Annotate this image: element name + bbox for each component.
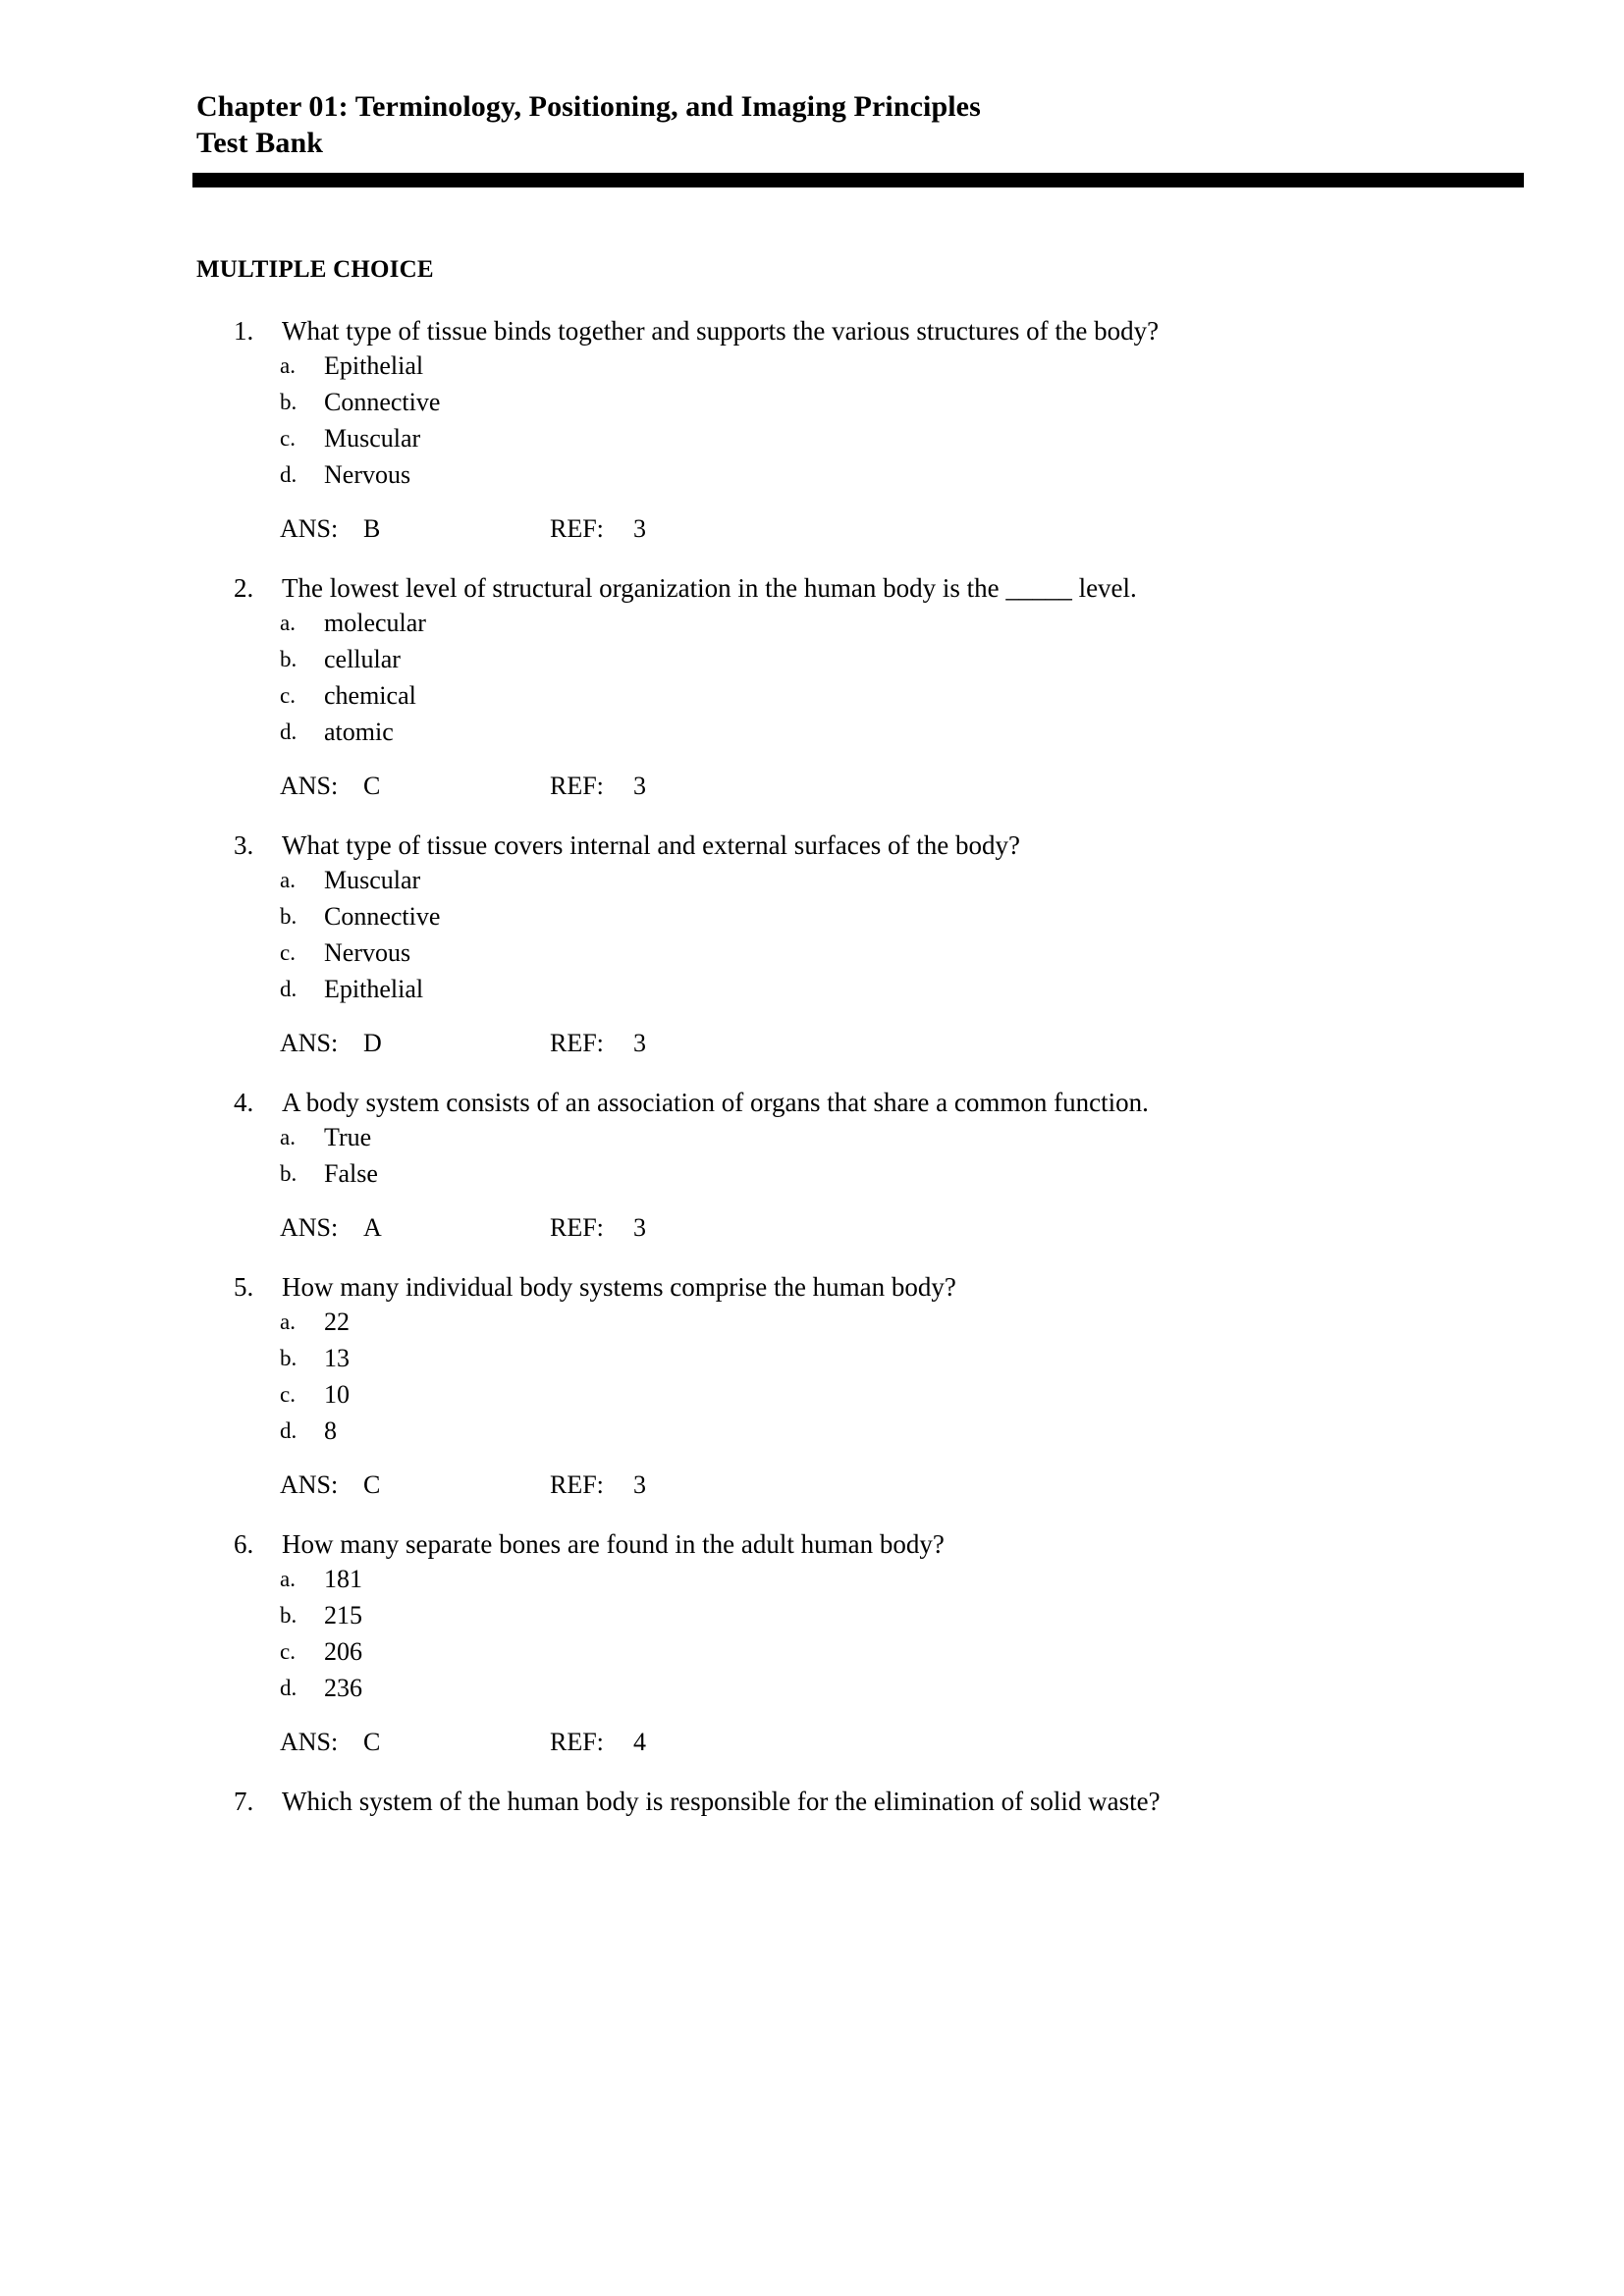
- option-text: 13: [324, 1344, 350, 1372]
- answer-key-row: [0, 1468, 1624, 1502]
- question-stem: [0, 1785, 1624, 1818]
- answer-value: C: [363, 772, 381, 800]
- answer-label: ANS:: [280, 1470, 339, 1499]
- question-text: How many individual body systems comprise the human body?: [282, 1272, 956, 1302]
- answer-option[interactable]: [0, 1378, 1624, 1415]
- option-letter: a.: [280, 868, 296, 892]
- reference-value: 3: [633, 1470, 646, 1499]
- option-text: 22: [324, 1308, 350, 1336]
- answer-option[interactable]: [0, 1599, 1624, 1635]
- reference-label: REF:: [550, 1029, 604, 1057]
- question-number: 2.: [234, 573, 254, 603]
- answer-option[interactable]: [0, 1415, 1624, 1451]
- option-letter: c.: [280, 426, 296, 451]
- reference-label: REF:: [550, 1470, 604, 1499]
- option-text: 206: [324, 1637, 362, 1666]
- question-number: 6.: [234, 1529, 254, 1559]
- answer-key-row: [0, 1211, 1624, 1245]
- option-letter: d.: [280, 1676, 298, 1700]
- answer-option[interactable]: [0, 643, 1624, 679]
- option-text: atomic: [324, 718, 394, 746]
- option-letter: c.: [280, 1382, 296, 1407]
- question-block: [0, 1270, 1624, 1502]
- question-number: 1.: [234, 316, 254, 346]
- option-letter: c.: [280, 1639, 296, 1664]
- answer-label: ANS:: [280, 1029, 339, 1057]
- answer-label: ANS:: [280, 514, 339, 543]
- answer-key-row: [0, 770, 1624, 803]
- answer-option[interactable]: [0, 349, 1624, 386]
- reference-value: 3: [633, 1029, 646, 1057]
- question-stem: [0, 571, 1624, 605]
- option-letter: a.: [280, 353, 296, 378]
- answer-value: D: [363, 1029, 382, 1057]
- reference-value: 3: [633, 514, 646, 543]
- option-text: chemical: [324, 681, 416, 710]
- answer-option[interactable]: [0, 422, 1624, 458]
- option-letter: a.: [280, 1125, 296, 1149]
- question-text: What type of tissue covers internal and external surfaces of the body?: [282, 830, 1020, 860]
- option-text: False: [324, 1159, 378, 1188]
- answer-option[interactable]: [0, 679, 1624, 716]
- answer-option[interactable]: [0, 864, 1624, 900]
- option-text: 181: [324, 1565, 362, 1593]
- answer-value: B: [363, 514, 381, 543]
- header-rule-divider: [192, 173, 1524, 187]
- option-letter: d.: [280, 720, 298, 744]
- question-stem: [0, 1527, 1624, 1561]
- question-text: The lowest level of structural organization in the human body is the _____ level.: [282, 573, 1137, 603]
- reference-value: 3: [633, 1213, 646, 1242]
- question-block: [0, 314, 1624, 546]
- reference-value: 3: [633, 772, 646, 800]
- answer-option[interactable]: [0, 1157, 1624, 1194]
- answer-option-list: [0, 349, 1624, 495]
- reference-label: REF:: [550, 1728, 604, 1756]
- option-letter: d.: [280, 977, 298, 1001]
- reference-label: REF:: [550, 1213, 604, 1242]
- option-letter: a.: [280, 611, 296, 635]
- answer-value: C: [363, 1728, 381, 1756]
- question-stem: [0, 828, 1624, 862]
- option-text: 236: [324, 1674, 362, 1702]
- chapter-title: Chapter 01: Terminology, Positioning, and Imaging Principles: [196, 90, 981, 123]
- option-text: molecular: [324, 609, 426, 637]
- question-number: 5.: [234, 1272, 254, 1302]
- option-letter: b.: [280, 647, 298, 671]
- option-text: 215: [324, 1601, 362, 1629]
- option-text: True: [324, 1123, 372, 1151]
- option-text: Nervous: [324, 460, 411, 489]
- question-stem: [0, 1086, 1624, 1119]
- question-block: [0, 1785, 1624, 1818]
- answer-option[interactable]: [0, 900, 1624, 936]
- answer-option[interactable]: [0, 936, 1624, 973]
- answer-option[interactable]: [0, 1672, 1624, 1708]
- reference-label: REF:: [550, 772, 604, 800]
- reference-label: REF:: [550, 514, 604, 543]
- option-text: Epithelial: [324, 975, 424, 1003]
- answer-label: ANS:: [280, 1728, 339, 1756]
- answer-option[interactable]: [0, 1342, 1624, 1378]
- question-number: 7.: [234, 1787, 254, 1816]
- answer-option[interactable]: [0, 973, 1624, 1009]
- question-text: What type of tissue binds together and supports the various structures of the body?: [282, 316, 1160, 346]
- answer-option-list: [0, 1306, 1624, 1451]
- option-letter: b.: [280, 1161, 298, 1186]
- question-list: [0, 314, 1624, 1843]
- question-text: Which system of the human body is responsible for the elimination of solid waste?: [282, 1787, 1161, 1816]
- option-text: Muscular: [324, 424, 421, 453]
- option-text: cellular: [324, 645, 401, 673]
- answer-option[interactable]: [0, 607, 1624, 643]
- question-block: [0, 828, 1624, 1060]
- option-text: Muscular: [324, 866, 421, 894]
- answer-value: C: [363, 1470, 381, 1499]
- question-text: A body system consists of an association of organs that share a common function.: [282, 1088, 1149, 1117]
- option-text: 10: [324, 1380, 350, 1409]
- question-block: [0, 571, 1624, 803]
- answer-option[interactable]: [0, 1121, 1624, 1157]
- option-text: Connective: [324, 902, 441, 931]
- document-subtitle: Test Bank: [196, 127, 324, 159]
- answer-option-list: [0, 607, 1624, 752]
- option-letter: b.: [280, 390, 298, 414]
- question-stem: [0, 314, 1624, 347]
- option-letter: a.: [280, 1309, 296, 1334]
- option-text: Nervous: [324, 938, 411, 967]
- question-block: [0, 1527, 1624, 1759]
- option-letter: c.: [280, 940, 296, 965]
- reference-value: 4: [633, 1728, 646, 1756]
- answer-value: A: [363, 1213, 382, 1242]
- option-letter: a.: [280, 1567, 296, 1591]
- question-text: How many separate bones are found in the adult human body?: [282, 1529, 945, 1559]
- option-letter: b.: [280, 904, 298, 929]
- answer-option[interactable]: [0, 716, 1624, 752]
- question-stem: [0, 1270, 1624, 1304]
- option-text: Epithelial: [324, 351, 424, 380]
- question-number: 3.: [234, 830, 254, 860]
- option-letter: c.: [280, 683, 296, 708]
- option-letter: b.: [280, 1346, 298, 1370]
- section-heading-multiple-choice: MULTIPLE CHOICE: [196, 256, 434, 283]
- answer-key-row: [0, 1726, 1624, 1759]
- option-letter: b.: [280, 1603, 298, 1628]
- option-text: 8: [324, 1416, 337, 1445]
- answer-option[interactable]: [0, 1306, 1624, 1342]
- option-text: Connective: [324, 388, 441, 416]
- answer-option[interactable]: [0, 386, 1624, 422]
- answer-option[interactable]: [0, 1563, 1624, 1599]
- answer-option-list: [0, 1563, 1624, 1708]
- option-letter: d.: [280, 1418, 298, 1443]
- answer-option-list: [0, 864, 1624, 1009]
- answer-key-row: [0, 1027, 1624, 1060]
- question-block: [0, 1086, 1624, 1245]
- answer-option[interactable]: [0, 458, 1624, 495]
- answer-key-row: [0, 512, 1624, 546]
- answer-option[interactable]: [0, 1635, 1624, 1672]
- answer-option-list: [0, 1121, 1624, 1194]
- option-letter: d.: [280, 462, 298, 487]
- answer-label: ANS:: [280, 772, 339, 800]
- document-header: [196, 88, 1532, 161]
- answer-label: ANS:: [280, 1213, 339, 1242]
- question-number: 4.: [234, 1088, 254, 1117]
